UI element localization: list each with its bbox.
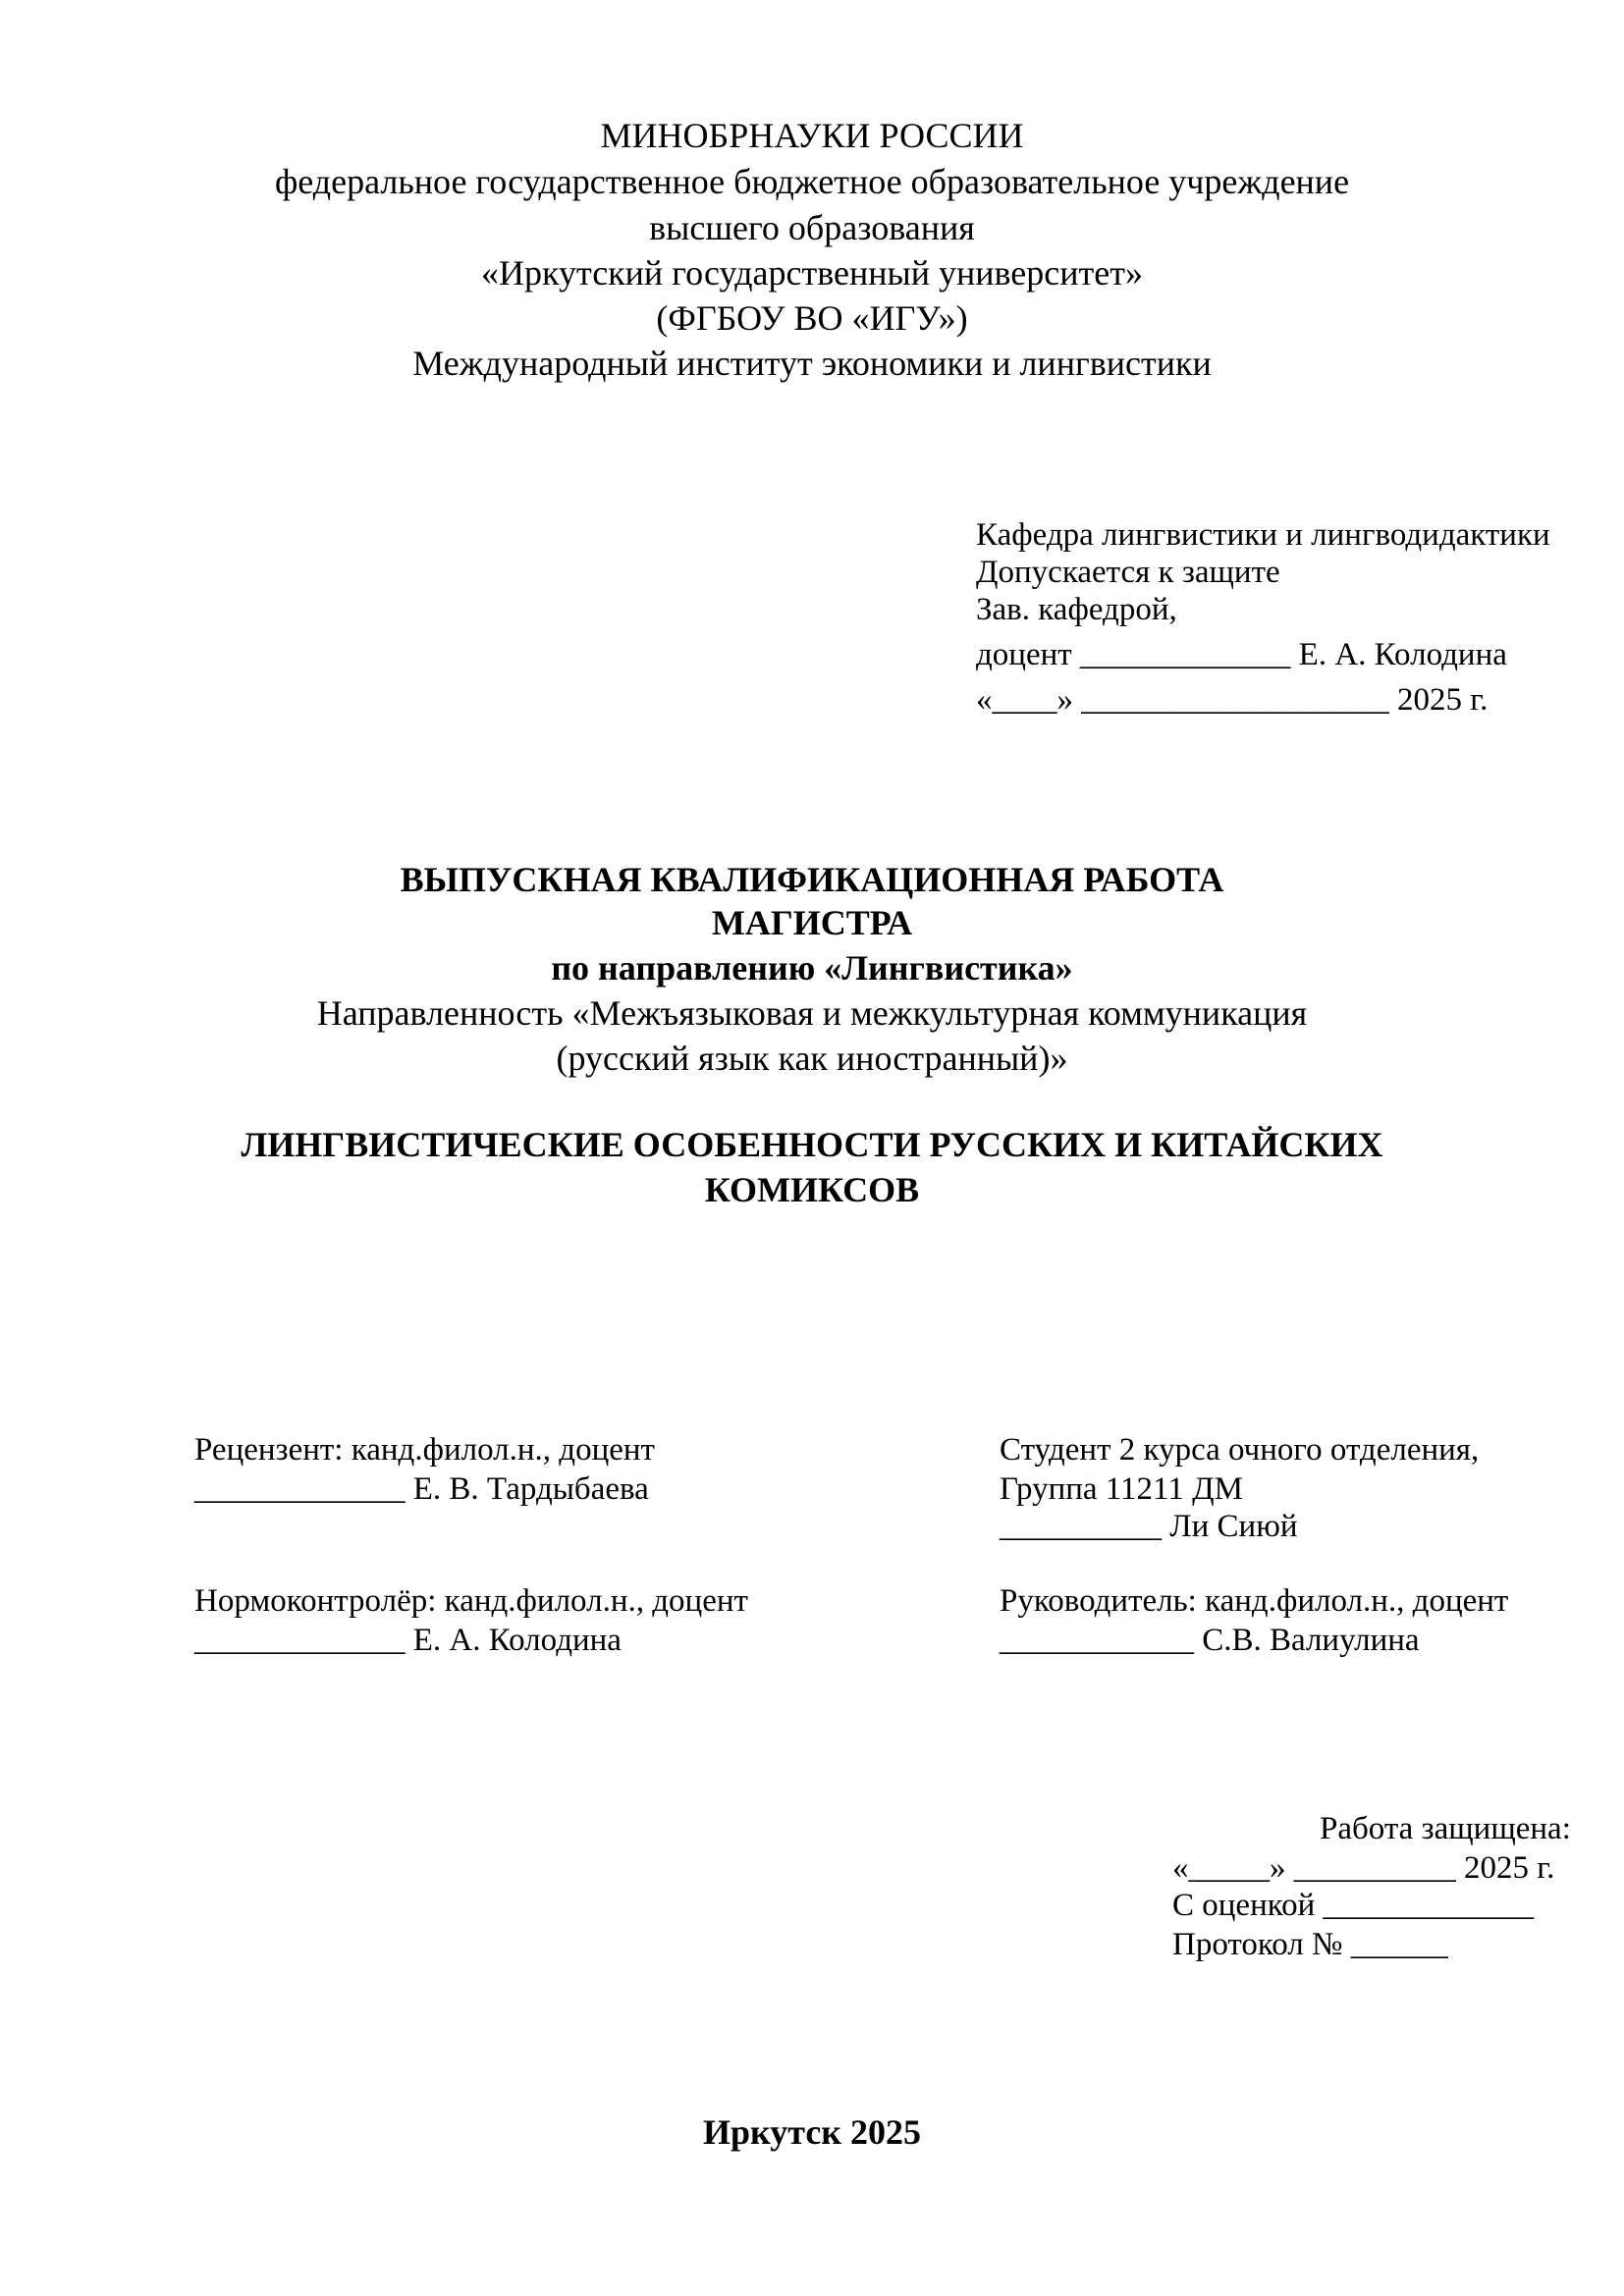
approval-date-line: «____» ___________________ 2025 г.: [976, 682, 1489, 718]
profile-line-1: Направленность «Межъязыковая и межкультурная коммуникация: [316, 993, 1308, 1033]
defense-title: Работа защищена:: [1320, 1811, 1571, 1846]
reviewer-signature-line: _____________ Е. В. Тардыбаева: [194, 1471, 649, 1507]
student-group: Группа 11211 ДМ: [1000, 1471, 1243, 1507]
city-year: Иркутск 2025: [702, 2112, 922, 2152]
head-signature-line: доцент _____________ Е. А. Колодина: [976, 637, 1507, 672]
institute-line: Международный институт экономики и лингвистики: [412, 344, 1212, 383]
direction-line: по направлению «Лингвистика»: [551, 948, 1073, 988]
topic-line-2: КОМИКСОВ: [704, 1170, 920, 1209]
defense-grade-line: С оценкой _____________: [1172, 1888, 1534, 1923]
supervisor-signature-line: ____________ С.В. Валиулина: [1000, 1623, 1420, 1658]
supervisor-label: Руководитель: канд.филол.н., доцент: [1000, 1583, 1509, 1619]
norm-controller-signature-line: _____________ Е. А. Колодина: [194, 1623, 622, 1658]
education-level-line: высшего образования: [649, 208, 975, 247]
admitted-line: Допускается к защите: [976, 555, 1280, 590]
institution-type-line: федеральное государственное бюджетное образовательное учреждение: [274, 162, 1350, 201]
student-label: Студент 2 курса очного отделения,: [1000, 1432, 1480, 1468]
defense-date-line: «_____» __________ 2025 г.: [1172, 1850, 1555, 1886]
topic-line-1: ЛИНГВИСТИЧЕСКИЕ ОСОБЕННОСТИ РУССКИХ И КИТАЙСКИХ: [241, 1125, 1383, 1164]
department-line: Кафедра лингвистики и лингводидактики: [976, 517, 1550, 553]
norm-controller-label: Нормоконтролёр: канд.филол.н., доцент: [194, 1583, 748, 1619]
university-line: «Иркутский государственный университет»: [481, 253, 1143, 293]
head-title-line: Зав. кафедрой,: [976, 592, 1177, 627]
ministry-line: МИНОБРНАУКИ РОССИИ: [600, 116, 1024, 155]
university-abbr-line: (ФГБОУ ВО «ИГУ»): [656, 298, 968, 338]
reviewer-label: Рецензент: канд.филол.н., доцент: [194, 1432, 655, 1468]
defense-protocol-line: Протокол № ______: [1172, 1927, 1448, 1962]
work-type-line-2: МАГИСТРА: [711, 903, 913, 942]
work-type-line-1: ВЫПУСКНАЯ КВАЛИФИКАЦИОННАЯ РАБОТА: [400, 860, 1224, 899]
student-signature-line: __________ Ли Сиюй: [1000, 1509, 1298, 1544]
profile-line-2: (русский язык как иностранный)»: [556, 1039, 1068, 1078]
